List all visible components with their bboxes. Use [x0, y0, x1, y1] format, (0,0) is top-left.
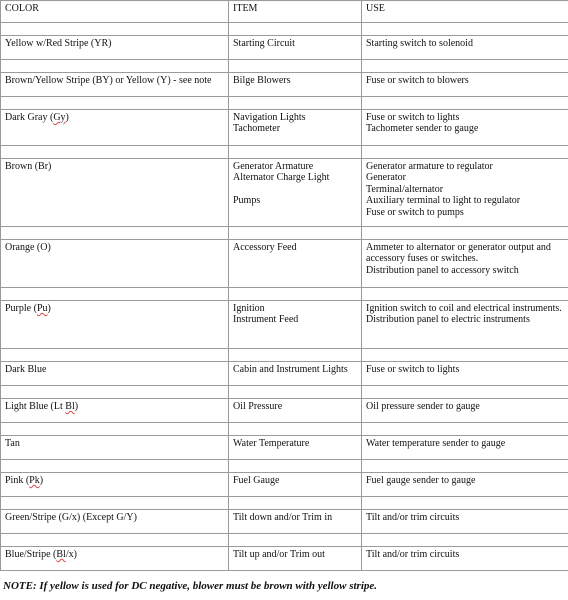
table-row: [1, 159, 568, 227]
table-row: [1, 362, 568, 386]
cell-color: Purple (Pu): [1, 301, 229, 349]
table-row: [1, 73, 568, 97]
table-row: [1, 473, 568, 497]
table-row: [1, 510, 568, 534]
spacer-row: [1, 386, 568, 399]
cell-color: Yellow w/Red Stripe (YR): [1, 36, 229, 60]
spacer-row: [1, 23, 568, 36]
footnote: NOTE: If yellow is used for DC negative, blower must be brown with yellow stripe.: [3, 580, 378, 592]
cell-color: Brown (Br): [1, 159, 229, 227]
spacer-row: [1, 497, 568, 510]
cell-item: Generator Armature Alternator Charge Light Pumps: [229, 159, 362, 227]
cell-use: Fuel gauge sender to gauge: [362, 473, 568, 497]
spacer-row: [1, 227, 568, 240]
cell-item: Bilge Blowers: [229, 73, 362, 97]
table-row: [1, 301, 568, 349]
cell-use: Fuse or switch to lights: [362, 362, 568, 386]
table-row: [1, 547, 568, 571]
spacer-row: [1, 288, 568, 301]
spacer-row: [1, 460, 568, 473]
spacer-row: [1, 349, 568, 362]
header-use: USE: [362, 1, 568, 23]
table-row: [1, 36, 568, 60]
spacer-row: [1, 423, 568, 436]
header-item: ITEM: [229, 1, 362, 23]
cell-item: Fuel Gauge: [229, 473, 362, 497]
cell-color: Green/Stripe (G/x) (Except G/Y): [1, 510, 229, 534]
spacer-row: [1, 534, 568, 547]
table-row: [1, 399, 568, 423]
cell-item: Starting Circuit: [229, 36, 362, 60]
cell-color: Tan: [1, 436, 229, 460]
cell-item: Cabin and Instrument Lights: [229, 362, 362, 386]
cell-use: Oil pressure sender to gauge: [362, 399, 568, 423]
cell-use: Starting switch to solenoid: [362, 36, 568, 60]
cell-item: Water Temperature: [229, 436, 362, 460]
cell-use: Water temperature sender to gauge: [362, 436, 568, 460]
cell-item: Oil Pressure: [229, 399, 362, 423]
cell-color: Orange (O): [1, 240, 229, 288]
cell-color: Light Blue (Lt Bl): [1, 399, 229, 423]
cell-item: Navigation Lights Tachometer: [229, 110, 362, 146]
cell-use: Fuse or switch to blowers: [362, 73, 568, 97]
cell-item: Accessory Feed: [229, 240, 362, 288]
cell-color: Pink (Pk): [1, 473, 229, 497]
cell-color: Blue/Stripe (Bl/x): [1, 547, 229, 571]
cell-item: Tilt down and/or Trim in: [229, 510, 362, 534]
cell-use: Fuse or switch to lights Tachometer sender to gauge: [362, 110, 568, 146]
cell-use: Ignition switch to coil and electrical instruments. Distribution panel to electric instruments: [362, 301, 568, 349]
cell-color: Brown/Yellow Stripe (BY) or Yellow (Y) - see note: [1, 73, 229, 97]
table-row: [1, 240, 568, 288]
header-row: [1, 1, 568, 23]
cell-use: Tilt and/or trim circuits: [362, 510, 568, 534]
cell-use: Generator armature to regulator Generator Terminal/alternator Auxiliary terminal to light to regulator Fuse or switch to pumps: [362, 159, 568, 227]
cell-item: Tilt up and/or Trim out: [229, 547, 362, 571]
cell-color: Dark Blue: [1, 362, 229, 386]
cell-use: Tilt and/or trim circuits: [362, 547, 568, 571]
spacer-row: [1, 60, 568, 73]
cell-use: Ammeter to alternator or generator output and accessory fuses or switches. Distribution panel to accessory switch: [362, 240, 568, 288]
cell-item: Ignition Instrument Feed: [229, 301, 362, 349]
spacer-row: [1, 97, 568, 110]
header-color: COLOR: [1, 1, 229, 23]
table-row: [1, 436, 568, 460]
table-row: [1, 110, 568, 146]
cell-color: Dark Gray (Gy): [1, 110, 229, 146]
spacer-row: [1, 146, 568, 159]
